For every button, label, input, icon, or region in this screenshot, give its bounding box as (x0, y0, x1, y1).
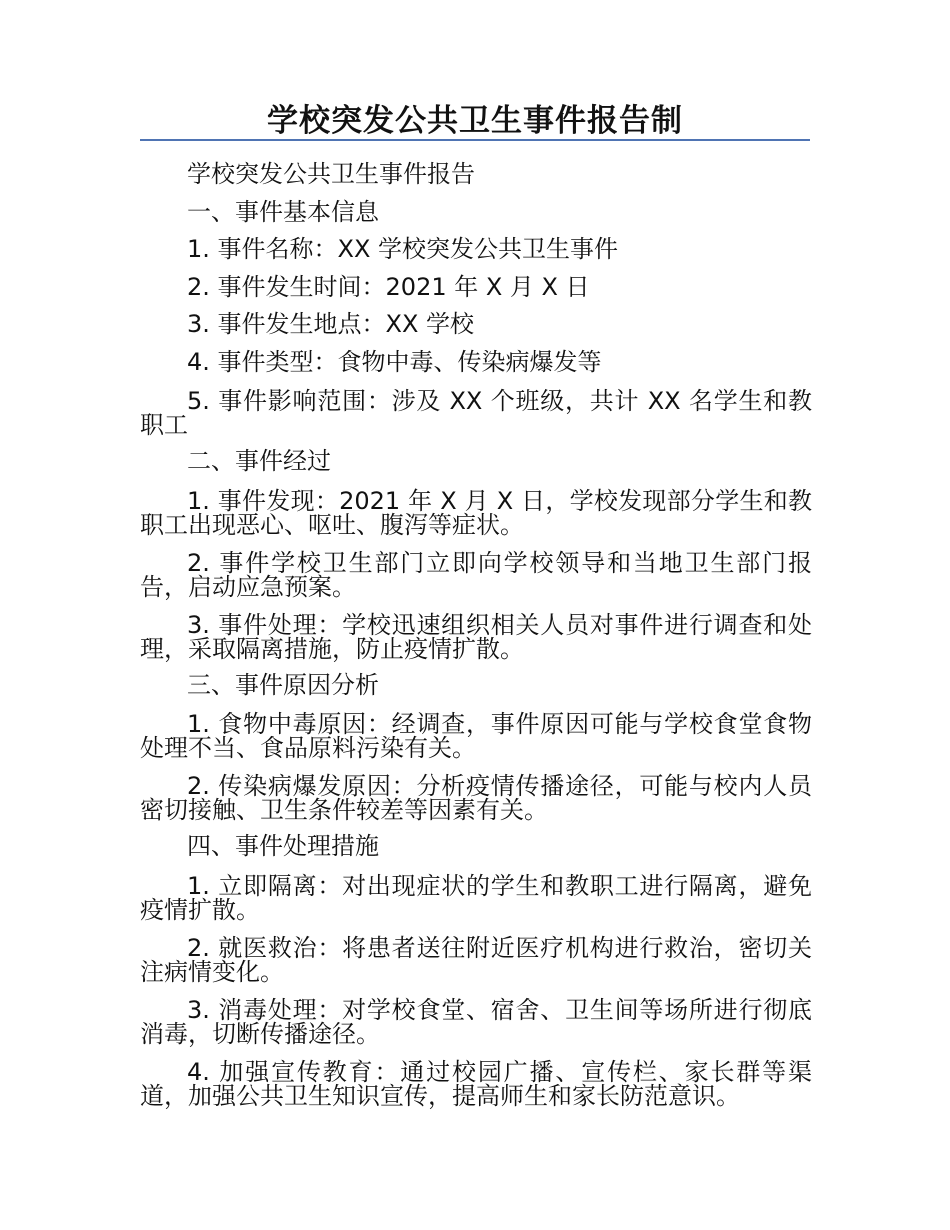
document-body (140, 156, 812, 1114)
paragraph-treatment: 2. 就医救治：将患者送往附近医疗机构进行救治，密切关注病情变化。 (140, 933, 812, 986)
section-heading-measures: 四、事件处理措施 (187, 832, 379, 860)
paragraph-disinfection: 3. 消毒处理：对学校食堂、宿舍、卫生间等场所进行彻底消毒，切断传播途径。 (140, 995, 812, 1048)
paragraph-event-report: 2. 事件学校卫生部门立即向学校领导和当地卫生部门报告，启动应急预案。 (140, 548, 812, 601)
paragraph-food-poisoning-cause: 1. 食物中毒原因：经调查，事件原因可能与学校食堂食物处理不当、食品原料污染有关。 (140, 710, 812, 762)
document-title: 学校突发公共卫生事件报告制 (267, 103, 683, 139)
paragraph-event-scope: 5. 事件影响范围：涉及 XX 个班级，共计 XX 名学生和教职工 (140, 387, 812, 439)
section-heading-basic-info: 一、事件基本信息 (187, 197, 379, 226)
section-heading-cause: 三、事件原因分析 (187, 670, 379, 699)
paragraph-epidemic-cause: 2. 传染病爆发原因：分析疫情传播途径，可能与校内人员密切接触、卫生条件较差等因素有关。 (140, 772, 812, 824)
report-heading: 学校突发公共卫生事件报告 (187, 160, 475, 188)
title-underline (140, 139, 810, 141)
paragraph-event-time: 2. 事件发生时间：2021 年 X 月 X 日 (187, 272, 590, 301)
paragraph-education: 4. 加强宣传教育：通过校园广播、宣传栏、家长群等渠道，加强公共卫生知识宣传，提高师生和家长防范意识。 (140, 1057, 812, 1110)
paragraph-isolation: 1. 立即隔离：对出现症状的学生和教职工进行隔离，避免疫情扩散。 (140, 871, 812, 924)
paragraph-event-handling: 3. 事件处理：学校迅速组织相关人员对事件进行调查和处理，采取隔离措施，防止疫情扩散。 (140, 610, 812, 663)
paragraph-event-name: 1. 事件名称：XX 学校突发公共卫生事件 (187, 235, 619, 263)
paragraph-event-type: 4. 事件类型：食物中毒、传染病爆发等 (187, 347, 602, 376)
paragraph-event-discovery: 1. 事件发现：2021 年 X 月 X 日，学校发现部分学生和教职工出现恶心、呕吐、腹泻等症状。 (140, 486, 812, 539)
paragraph-event-location: 3. 事件发生地点：XX 学校 (187, 310, 475, 338)
section-heading-process: 二、事件经过 (187, 447, 331, 475)
